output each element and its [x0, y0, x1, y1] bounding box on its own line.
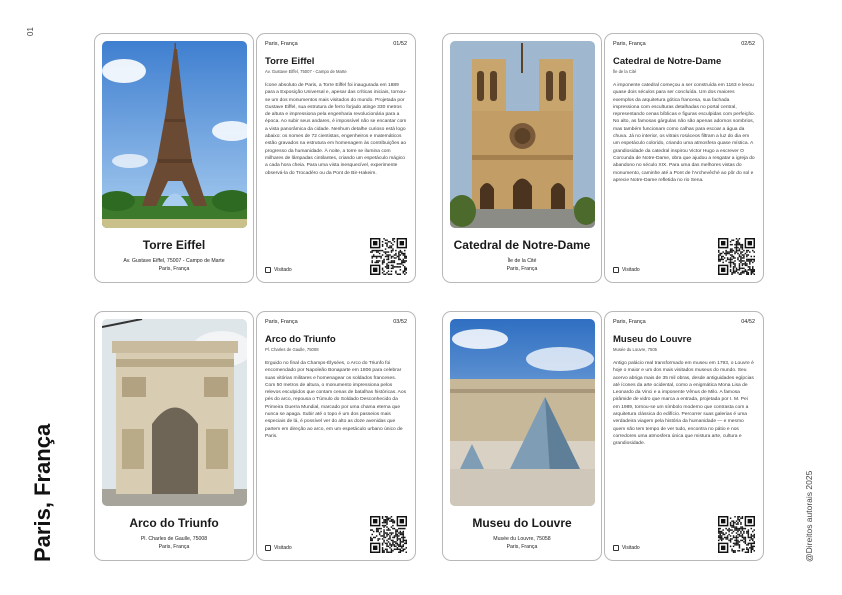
card-location: Paris, França	[613, 319, 646, 325]
card-title: Arco do Triunfo	[129, 516, 219, 530]
card-location: Paris, França	[265, 41, 298, 47]
visited-checkbox[interactable]	[265, 545, 292, 551]
side-title: Paris, França	[30, 423, 55, 562]
qr-code-icon[interactable]	[718, 238, 755, 275]
card-back-address: Île de la Cité	[613, 69, 637, 74]
card-location: Paris, França	[613, 41, 646, 47]
card-city: Paris, França	[506, 266, 538, 272]
photo-arco-do-triunfo	[102, 319, 247, 506]
photo-museu-do-louvre	[450, 319, 595, 506]
page-number: 01	[26, 27, 35, 36]
card-back-notre-dame	[604, 33, 764, 283]
visited-label: Visitado	[622, 267, 640, 273]
visited-checkbox[interactable]	[265, 267, 292, 273]
card-back-address: Musée du Louvre, 7505	[613, 347, 657, 352]
photo-torre-eiffel	[102, 41, 247, 228]
checkbox-icon[interactable]	[613, 545, 619, 551]
card-description: A imponente catedral começou a ser construída em 1163 e levou quase dois séculos para ser concluída. Um dos maiores exemplos da arquitetura gótica francesa, sua fachada impressiona com esculturas detalhadas no portal central, representando cenas bíblicas e figuras esculpidas com perfeição. No alto, as famosas gárgulas não são apenas adornos sombrios, mas também funcionam como calhas para escoar a água da chuva. Já no interior, os vitrais rosáceos filtram a luz do dia em um espetáculo colorido, criando uma atmosfera quase mística. A grandiosidade da catedral inspirou Victor Hugo a escrever O Corcunda de Notre-Dame, obra que ajudou a resgatar a igreja do abandono no século XIX. Para uma das melhores vistas do monumento, caminhe até a Pont de l'Archevêché ao pôr do sol e aprecie Notre-Dame refletida no rio Sena.	[613, 83, 755, 183]
card-index: 03/52	[393, 319, 407, 325]
card-description: Erguido no final da Champs-Élysées, o Arco do Triunfo foi encomendado por Napoleão Bonaparte em 1806 para celebrar suas vitórias militares e homenagear os soldados franceses. Com 50 metros de altura, o monumento impressiona pelos relevos esculpidos que contam cenas de batalhas históricas. Aos pés do arco, repousa o Túmulo do Soldado Desconhecido da Primeira Guerra Mundial, marcado por uma chama eterna que nunca se apaga. Subir até o topo é um dos passeios mais especiais de lá, é possível ver do alto as doze avenidas que partem em direção ao arco, em um espetáculo urbano único de Paris.	[265, 361, 407, 439]
card-description: Antigo palácio real transformado em museu em 1793, o Louvre é hoje o maior e um dos mais visitados museus do mundo. Seu acervo abriga mais de 35 mil obras, desde antiguidades egípcias até ícones da arte ocidental, como a enigmática Mona Lisa de Leonardo da Vinci e a imponente Vênus de Milo. A famosa pirâmide de vidro que marca a entrada, projetada por I. M. Pei em 1989, tornou-se um símbolo moderno que contrasta com a arquitetura clássica do edifício. Percorrer suas galerias é uma verdadeira viagem pela história da humanidade — e mesmo quem não tem tempo de ver tudo, encontra no pátio e nos corredores uma atmosfera única que mistura arte, cultura e grandiosidade.	[613, 361, 754, 447]
card-index: 01/52	[393, 41, 407, 47]
card-city: Paris, França	[506, 544, 538, 550]
card-address: Pl. Charles de Gaulle, 75008	[140, 536, 208, 542]
card-back-arco-do-triunfo	[256, 311, 416, 561]
photo-notre-dame	[450, 41, 595, 228]
card-address: Av. Gustave Eiffel, 75007 - Campo de Marte	[123, 258, 225, 264]
card-front-museu-do-louvre	[442, 311, 602, 561]
visited-label: Visitado	[274, 545, 292, 551]
copyright-text: @Direitos autorais 2025	[804, 470, 814, 562]
card-address: Île de la Cité	[507, 258, 537, 264]
card-back-title: Arco do Triunfo	[265, 334, 336, 345]
visited-label: Visitado	[274, 267, 292, 273]
card-title: Museu do Louvre	[472, 516, 572, 530]
card-front-torre-eiffel	[94, 33, 254, 283]
qr-code-icon[interactable]	[370, 238, 407, 275]
card-back-museu-do-louvre	[604, 311, 764, 561]
card-back-torre-eiffel	[256, 33, 416, 283]
card-index: 04/52	[741, 319, 755, 325]
card-back-title: Catedral de Notre-Dame	[613, 56, 722, 67]
card-back-address: Av. Gustave Eiffel, 75007 - Campo de Marte	[265, 69, 347, 74]
visited-label: Visitado	[622, 545, 640, 551]
card-title: Catedral de Notre-Dame	[453, 238, 591, 252]
card-back-title: Torre Eiffel	[265, 56, 315, 67]
checkbox-icon[interactable]	[613, 267, 619, 273]
card-back-title: Museu do Louvre	[613, 334, 692, 345]
card-index: 02/52	[741, 41, 755, 47]
checkbox-icon[interactable]	[265, 267, 271, 273]
qr-code-icon[interactable]	[718, 516, 755, 553]
card-city: Paris, França	[158, 266, 190, 272]
card-address: Musée du Louvre, 75058	[493, 536, 551, 542]
visited-checkbox[interactable]	[613, 545, 640, 551]
checkbox-icon[interactable]	[265, 545, 271, 551]
card-front-notre-dame	[442, 33, 602, 283]
qr-code-icon[interactable]	[370, 516, 407, 553]
visited-checkbox[interactable]	[613, 267, 640, 273]
card-title: Torre Eiffel	[142, 238, 206, 252]
card-location: Paris, França	[265, 319, 298, 325]
card-description: Ícone absoluto de Paris, a Torre Eiffel foi inaugurada em 1889 para a Exposição Universal e, apesar das críticas iniciais, tornou-se um dos monumentos mais visitados do mundo. Projetada por Gustave Eiffel, sua estrutura de ferro forjado atinge 330 metros de altura e impressiona pela engenharia revolucionária para a época. Ao subir seus andares, é impossível não se encantar com a vista panorâmica da cidade. Nenhum detalhe curioso está logo abaixo: os nomes de 72 cientistas, engenheiros e matemáticos estão gravados na estrutura em homenagem às contribuições ao progresso da humanidade. À noite, a torre se ilumina com milhares de lâmpadas cintilantes, criando um espetáculo mágico a cada hora cheia. Para uma vista inesquecível, experimente observá-la do Trocadéro ou da Pont de Bir-Hakeim.	[265, 83, 407, 176]
card-front-arco-do-triunfo	[94, 311, 254, 561]
card-city: Paris, França	[158, 544, 190, 550]
card-back-address: Pl. Charles de Gaulle, 75008	[265, 347, 319, 352]
